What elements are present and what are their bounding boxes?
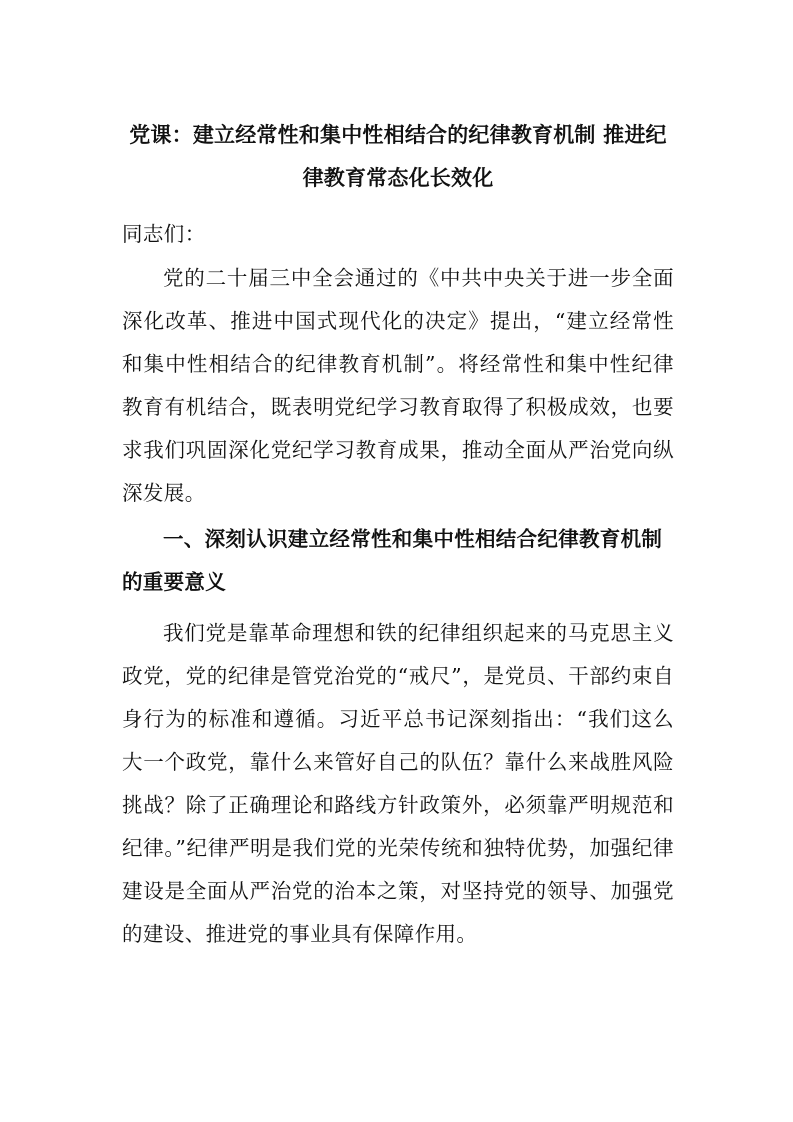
- body-paragraph-1: 党的二十届三中全会通过的《中共中央关于进一步全面深化改革、推进中国式现代化的决定》提出，“建立经常性和集中性相结合的纪律教育机制”。将经常性和集中性纪律教育有机结合，既表明党纪学习教育取得了积极成效，也要求我们巩固深化党纪学习教育成果，推动全面从严治党向纵深发展。: [122, 266, 674, 505]
- section-heading-1: 一、深刻认识建立经常性和集中性相结合纪律教育机制的重要意义: [122, 527, 663, 594]
- body-paragraph-2: 我们党是靠革命理想和铁的纪律组织起来的马克思主义政党，党的纪律是管党治党的“戒尺”，是党员、干部约束自身行为的标准和遵循。习近平总书记深刻指出：“我们这么大一个政党，靠什么来管好自己的队伍？靠什么来战胜风险挑战？除了正确理论和路线方针政策外，必须靠严明规范和纪律。”纪律严明是我们党的光荣传统和独特优势，加强纪律建设是全面从严治党的治本之策，对坚持党的领导、加强党的建设、推进党的事业具有保障作用。: [122, 621, 674, 946]
- salutation: 同志们：: [122, 222, 206, 246]
- document-title: 党课：建立经常性和集中性相结合的纪律教育机制 推进纪律教育常态化长效化: [129, 123, 667, 190]
